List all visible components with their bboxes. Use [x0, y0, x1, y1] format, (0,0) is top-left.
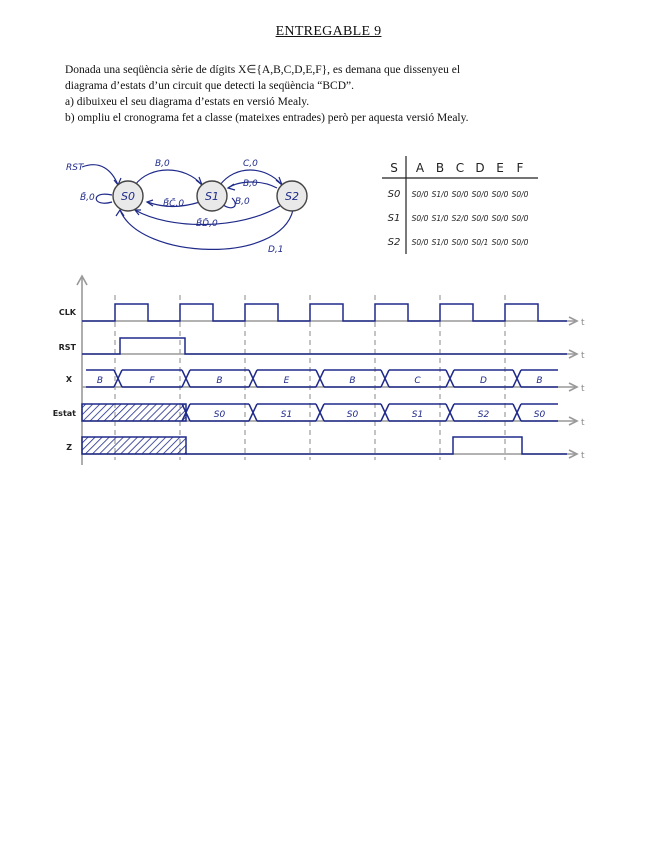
- timing-diagram: [0, 270, 657, 470]
- z-unknown-hatch: [82, 437, 186, 454]
- table-cell: S0/0: [411, 214, 429, 223]
- state-diagram: [0, 140, 657, 265]
- table-cell: S2/0: [451, 214, 469, 223]
- signal-label-clk: CLK: [58, 308, 76, 317]
- x-bus-segment-transition: [316, 370, 324, 387]
- label-s1-s0: B̄C̄,0: [163, 199, 185, 209]
- state-value: S2: [477, 410, 490, 420]
- label-s2-s1: B,0: [243, 179, 258, 189]
- x-bus-segment-transition: [381, 370, 389, 387]
- x-bus-segment-transition: [513, 370, 521, 387]
- table-row-state: S2: [387, 237, 401, 248]
- x-value: C: [414, 376, 421, 386]
- axis-end-label: t: [581, 384, 585, 394]
- s0-self-loop: [96, 194, 112, 203]
- state-label-s0: S0: [121, 190, 135, 203]
- table-header-f: F: [516, 161, 524, 175]
- x-value: F: [149, 376, 155, 386]
- state-value: S0: [213, 410, 226, 420]
- x-value: B: [96, 376, 104, 386]
- label-s1-s2: C,0: [243, 159, 258, 169]
- table-header-b: B: [435, 161, 445, 175]
- label-s1-self: B,0: [235, 197, 250, 207]
- state-label-s2: S2: [285, 190, 299, 203]
- label-s2-s0-detect: D,1: [268, 245, 284, 255]
- table-cell: S0/0: [471, 190, 489, 199]
- axis-end-label: t: [581, 351, 585, 361]
- table-cell: S0/0: [511, 214, 529, 223]
- table-cell: S1/0: [431, 190, 449, 199]
- table-cell: S0/0: [491, 214, 509, 223]
- table-cell: S0/0: [511, 190, 529, 199]
- signal-label-z: Z: [66, 443, 72, 452]
- signal-label-rst: RST: [58, 343, 76, 352]
- x-bus-segment-transition: [182, 370, 190, 387]
- x-value: B: [216, 376, 223, 386]
- state-bus-segment-transition: [446, 404, 454, 421]
- table-cell: S0/0: [451, 238, 469, 247]
- table-cell: S0/0: [411, 190, 429, 199]
- table-header-c: C: [455, 161, 465, 175]
- table-cell: S0/0: [491, 190, 509, 199]
- state-value: S1: [280, 410, 293, 420]
- state-value: S0: [346, 410, 359, 420]
- intro-line-2: diagrama d’estats d’un circuit que detecti la seqüència “BCD”.: [65, 80, 354, 92]
- state-value: S0: [533, 410, 546, 420]
- label-s0-self: B̄,0: [80, 193, 95, 203]
- state-bus-segment-transition: [513, 404, 521, 421]
- z-waveform: [186, 437, 567, 454]
- reset-arrow: [82, 165, 118, 185]
- table-header-a: A: [415, 161, 425, 175]
- table-header-e: E: [496, 161, 504, 175]
- intro-line-1: Donada una seqüència sèrie de dígits X∈{A,B,C,D,E,F}, es demana que dissenyeu el: [65, 64, 461, 76]
- clk-waveform: [82, 304, 567, 321]
- table-header-d: D: [475, 161, 485, 175]
- table-cell: S0/0: [471, 214, 489, 223]
- transition-table: [378, 150, 548, 260]
- state-bus-segment-transition: [316, 404, 324, 421]
- state-label-s1: S1: [205, 190, 219, 203]
- x-value: B: [536, 376, 543, 386]
- table-cell: S0/0: [491, 238, 509, 247]
- state-bus-segment-transition: [381, 404, 389, 421]
- label-s2-s0-other: B̄D̄,0: [196, 219, 218, 229]
- table-cell: S0/0: [511, 238, 529, 247]
- table-cell: S1/0: [431, 238, 449, 247]
- label-s0-s1: B,0: [155, 159, 170, 169]
- table-cell: S1/0: [431, 214, 449, 223]
- table-cell: S0/1: [471, 238, 489, 247]
- table-row-state: S1: [387, 213, 401, 224]
- x-value: B: [349, 376, 356, 386]
- table-header-state: S: [390, 161, 398, 175]
- x-value: D: [480, 376, 487, 386]
- axis-end-label: t: [581, 318, 585, 328]
- arc-s0-s1: [135, 170, 202, 185]
- state-value: S1: [411, 410, 424, 420]
- item-b: b) ompliu el cronograma fet a classe (mateixes entrades) però per aquesta versió Mealy.: [65, 112, 469, 124]
- problem-statement: [65, 62, 625, 126]
- state-bus-segment-transition: [249, 404, 257, 421]
- table-row-state: S0: [387, 189, 401, 200]
- signal-label-state: Estat: [52, 409, 76, 418]
- page-title: ENTREGABLE 9: [275, 24, 382, 39]
- x-bus-segment-transition: [446, 370, 454, 387]
- axis-end-label: t: [581, 418, 585, 428]
- signal-label-x: X: [65, 375, 72, 384]
- reset-label: RST: [66, 163, 84, 173]
- x-value: E: [283, 376, 290, 386]
- item-a: a) dibuixeu el seu diagrama d’estats en versió Mealy.: [65, 96, 310, 108]
- rst-waveform: [82, 338, 567, 354]
- axis-end-label: t: [581, 451, 585, 461]
- table-cell: S0/0: [451, 190, 469, 199]
- state-unknown-hatch: [82, 404, 186, 421]
- x-bus-segment-transition: [249, 370, 257, 387]
- table-cell: S0/0: [411, 238, 429, 247]
